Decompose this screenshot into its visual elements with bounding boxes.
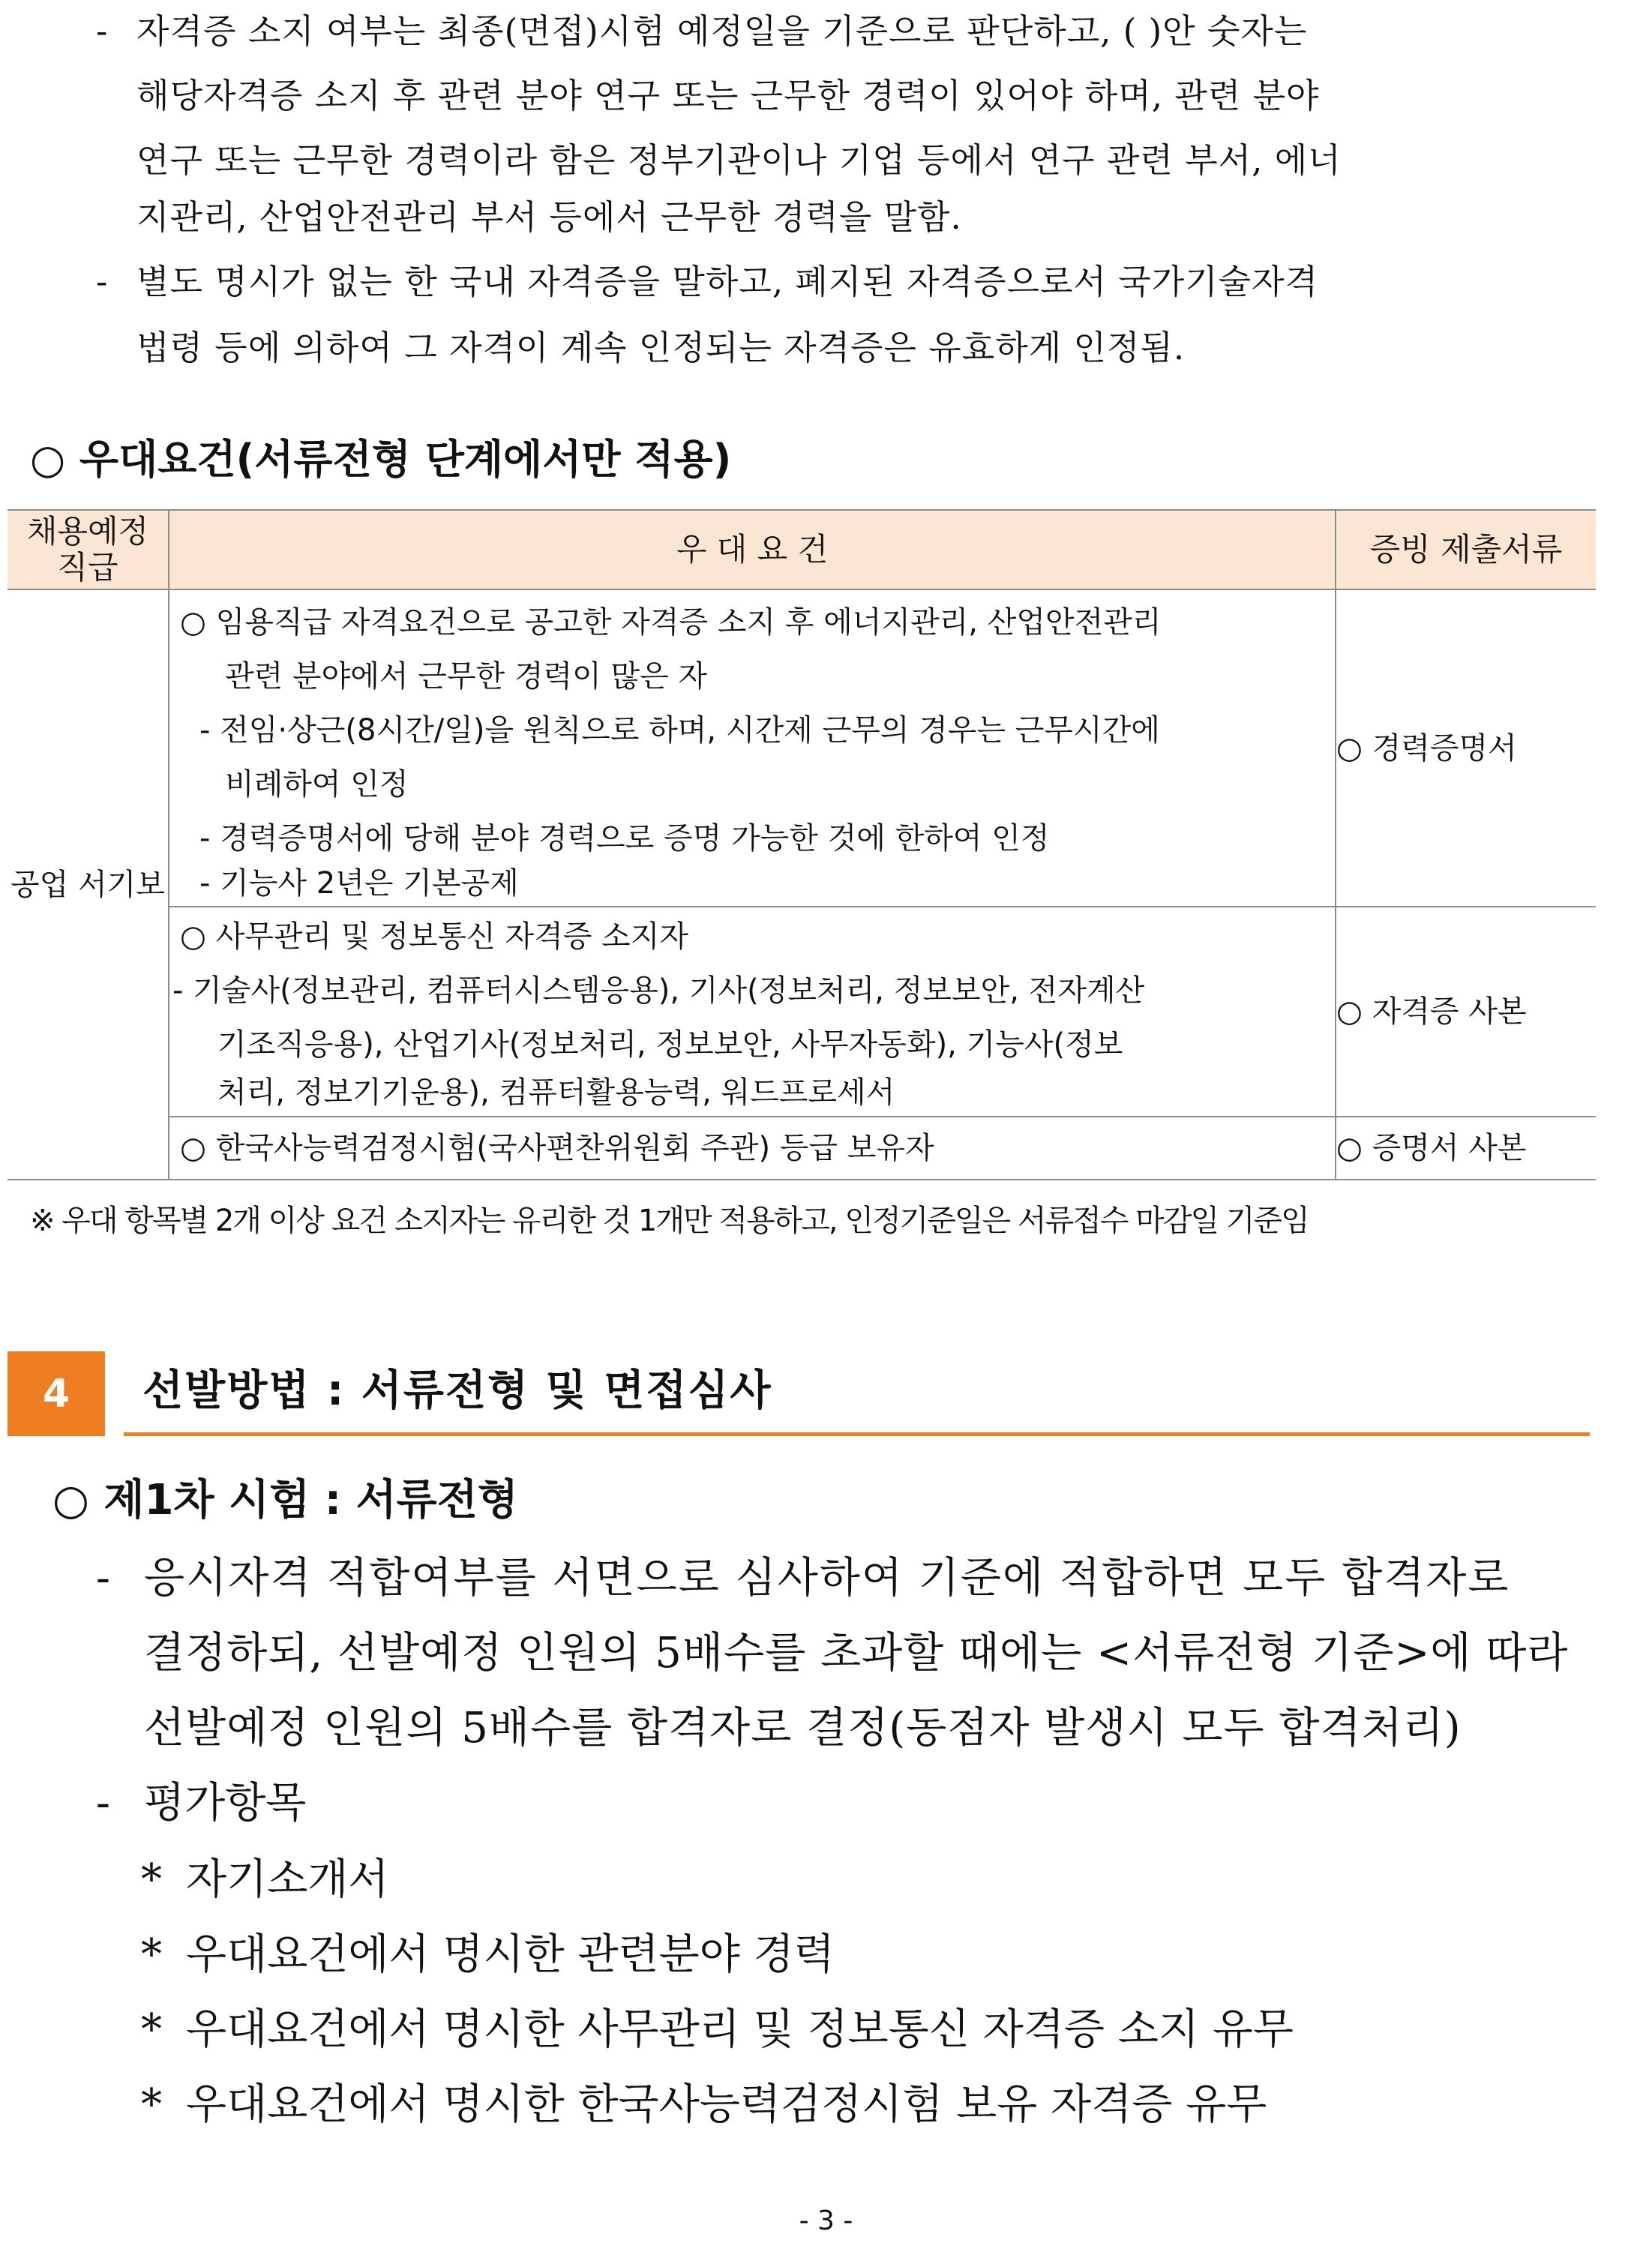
requirement-line: 기조직응용), 산업기사(정보처리, 정보보안, 사무자동화), 기능사(정보 [217,1027,1123,1062]
first-exam-heading: ○ 제1차 시험 : 서류전형 [52,1476,518,1525]
requirement-cell [169,1117,1336,1180]
requirement-line: - 기술사(정보관리, 컴퓨터시스템응용), 기사(정보처리, 정보보안, 전자계산 [172,973,1145,1008]
section-underline [124,1432,1590,1436]
asterisk-bullet: * [141,2080,162,2129]
header-documents: 증빙 제출서류 [1336,510,1596,589]
requirement-line: ○ 임용직급 자격요건으로 공고한 자격증 소지 후 에너지관리, 산업안전관리 [180,604,1162,640]
document-cell: ○ 경력증명서 [1336,589,1596,907]
eval-label: 평가항목 [144,1779,307,1828]
asterisk-bullet: * [141,1930,162,1979]
eval-item: 자기소개서 [186,1855,389,1904]
bullet-text-line: 연구 또는 근무한 경력이라 함은 정부기관이나 기업 등에서 연구 관련 부서, 에너 [136,140,1342,180]
asterisk-bullet: * [141,1855,162,1904]
eval-item: 우대요건에서 명시한 한국사능력검정시험 보유 자격증 유무 [186,2080,1267,2129]
bullet-dash: - [96,1554,110,1603]
bullet-text-line: 해당자격증 소지 후 관련 분야 연구 또는 근무한 경력이 있어야 하며, 관련 분야 [136,76,1320,115]
paragraph-line: 결정하되, 선발예정 인원의 5배수를 초과할 때에는 <서류전형 기준>에 따라 [144,1629,1569,1678]
requirement-line: ○ 사무관리 및 정보통신 자격증 소지자 [180,919,689,954]
eval-item: 우대요건에서 명시한 사무관리 및 정보통신 자격증 소지 유무 [186,2005,1294,2054]
header-grade: 채용예정 직급 [7,510,169,589]
requirement-line: 관련 분야에서 근무한 경력이 많은 자 [225,658,708,694]
grade-cell: 공업 서기보 [7,589,169,1180]
bullet-text-line: 지관리, 산업안전관리 부서 등에서 근무한 경력을 말함. [136,197,962,237]
requirement-line: 비례하여 인정 [225,766,409,802]
requirement-line: - 기능사 2년은 기본공제 [199,865,519,901]
requirement-cell [169,907,1336,1117]
bullet-dash: - [96,262,108,301]
paragraph-line: 선발예정 인원의 5배수를 합격자로 결정(동점자 발생시 모두 합격처리) [144,1704,1462,1753]
header-requirement: 우 대 요 건 [169,510,1336,589]
eval-item: 우대요건에서 명시한 관련분야 경력 [186,1930,835,1979]
footnote: ※ 우대 항목별 2개 이상 요건 소지자는 유리한 것 1개만 적용하고, 인정기준일은 서류접수 마감일 기준임 [30,1204,1309,1238]
requirement-cell [169,589,1336,907]
preference-heading: ○ 우대요건(서류전형 단계에서만 적용) [30,436,732,483]
preference-table [7,509,1596,1180]
bullet-text-line: 별도 명시가 없는 한 국내 자격증을 말하고, 폐지된 자격증으로서 국가기술자격 [136,262,1319,301]
section-number-badge: 4 [7,1351,105,1436]
page-number: - 3 - [799,2206,853,2236]
bullet-text-line: 법령 등에 의하여 그 자격이 계속 인정되는 자격증은 유효하게 인정됨. [136,328,1186,367]
requirement-line: - 경력증명서에 당해 분야 경력으로 증명 가능한 것에 한하여 인정 [199,820,1050,856]
document-cell: ○ 증명서 사본 [1336,1117,1596,1180]
asterisk-bullet: * [141,2005,162,2054]
document-cell: ○ 자격증 사본 [1336,907,1596,1117]
bullet-dash: - [96,11,108,51]
paragraph-line: 응시자격 적합여부를 서면으로 심사하여 기준에 적합하면 모두 합격자로 [144,1554,1510,1603]
requirement-line: ○ 한국사능력검정시험(국사편찬위원회 주관) 등급 보유자 [180,1131,934,1165]
requirement-line: - 전임·상근(8시간/일)을 원칙으로 하며, 시간제 근무의 경우는 근무시간에 [199,712,1160,748]
bullet-dash: - [96,1779,110,1828]
requirement-line: 처리, 정보기기운용), 컴퓨터활용능력, 워드프로세서 [217,1075,895,1110]
bullet-text-line: 자격증 소지 여부는 최종(면접)시험 예정일을 기준으로 판단하고, ( )안 숫자는 [136,11,1308,51]
section-title: 선발방법 : 서류전형 및 면접심사 [142,1366,772,1415]
